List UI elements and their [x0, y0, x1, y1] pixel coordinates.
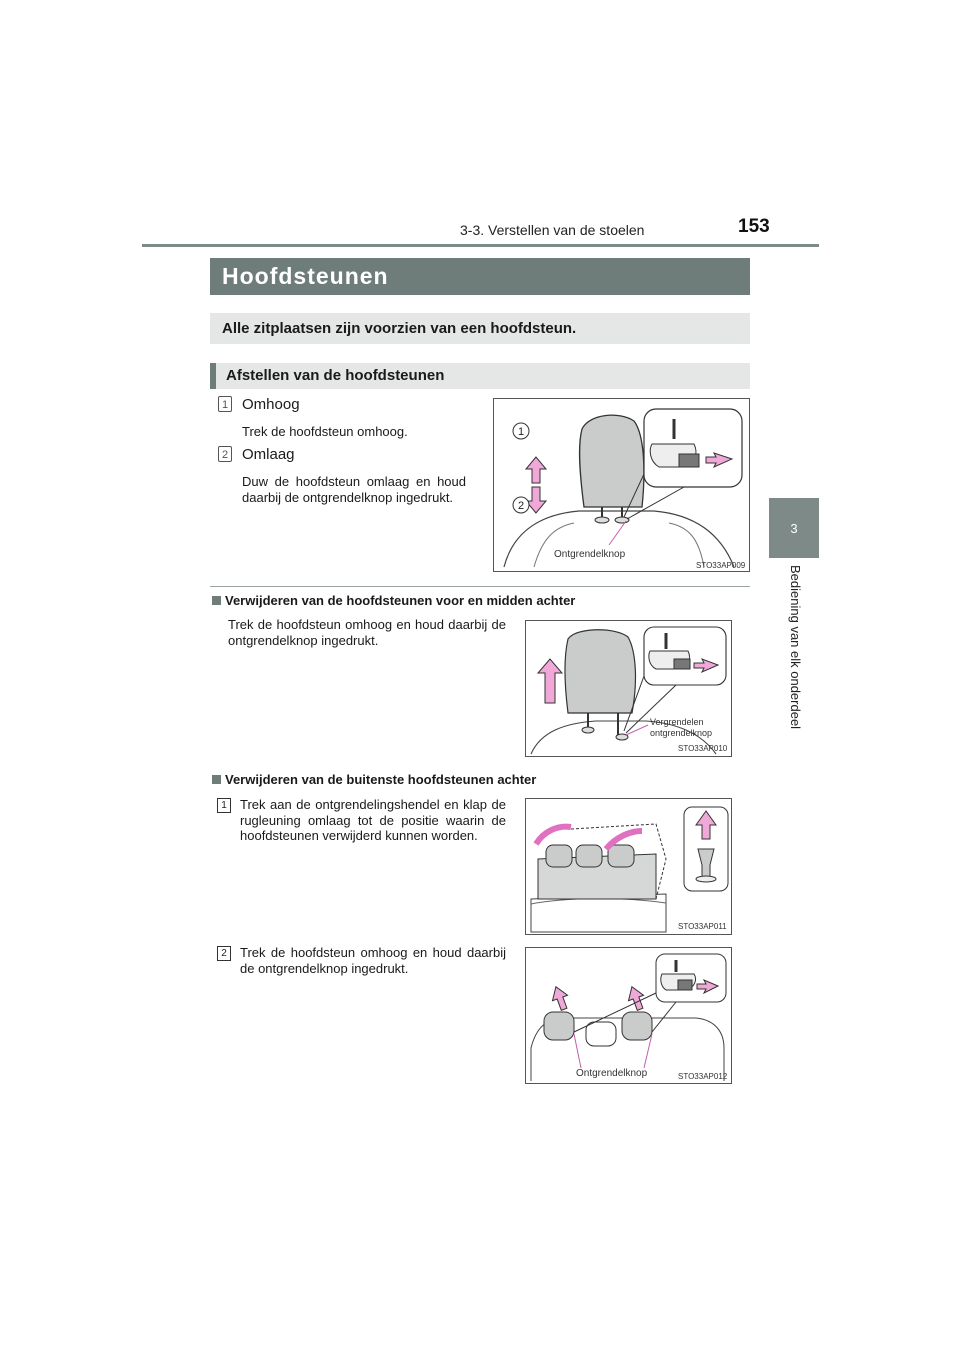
- figure-remove-front: [525, 620, 732, 757]
- figure-code: STO33AP010: [678, 744, 728, 753]
- figure-fold-seatback: [525, 798, 732, 935]
- bullet-square-icon: [212, 775, 221, 784]
- intro-banner: Alle zitplaatsen zijn voorzien van een hoofdsteun.: [210, 313, 750, 344]
- figure-marker-1: 1: [517, 426, 525, 438]
- bullet-square-icon: [212, 596, 221, 605]
- figure-label-lock-line1: Vergrendelen: [650, 717, 704, 727]
- figure-adjust-headrest: [493, 398, 750, 572]
- figure-label-release-button: Ontgrendelknop: [554, 549, 626, 560]
- step-box-2: 2: [217, 946, 231, 961]
- step-text-up: Trek de hoofdsteun omhoog.: [242, 424, 408, 439]
- text-remove-front: Trek de hoofdsteun omhoog en houd daarbij de ontgrendelknop ingedrukt.: [228, 617, 506, 648]
- step-marker-2: 2: [218, 446, 232, 462]
- text-remove-outer-step2: Trek de hoofdsteun omhoog en houd daarbij de ontgrendelknop ingedrukt.: [240, 945, 506, 976]
- page-number: 153: [738, 216, 770, 237]
- figure-label-release-button: Ontgrendelknop: [576, 1068, 648, 1079]
- figure-code: STO33AP009: [696, 561, 746, 570]
- figure-marker-2: 2: [517, 500, 525, 512]
- figure-code: STO33AP012: [678, 1072, 728, 1081]
- chapter-number: 3: [790, 520, 798, 536]
- chapter-title: Bediening van elk onderdeel: [788, 565, 803, 730]
- figure-remove-outer-headrest: [525, 947, 732, 1084]
- step-marker-1: 1: [218, 396, 232, 412]
- step-title-down: Omlaag: [242, 446, 295, 463]
- figure-label-lock-line2: ontgrendelknop: [650, 728, 713, 738]
- subheading-remove-front: [212, 593, 575, 608]
- subheading-remove-outer-text: Verwijderen van de buitenste hoofdsteunen achter: [225, 772, 537, 787]
- step-text-down: Duw de hoofdsteun omlaag en houd daarbij de ontgrendelknop ingedrukt.: [242, 474, 466, 505]
- chapter-tab: [769, 498, 819, 558]
- section-heading-adjust: Afstellen van de hoofdsteunen: [210, 363, 750, 389]
- header-rule: [142, 244, 819, 247]
- text-remove-outer-step1: Trek aan de ontgrendelingshendel en klap de rugleuning omlaag tot de positie waarin de hoofdsteunen verwijderd kunnen worden.: [240, 797, 506, 843]
- step-box-1: 1: [217, 798, 231, 813]
- figure-code: STO33AP011: [678, 922, 727, 931]
- section-divider: [210, 586, 750, 587]
- page-title: Hoofdsteunen: [210, 258, 750, 295]
- step-title-up: Omhoog: [242, 396, 300, 413]
- subheading-remove-outer: [212, 772, 536, 787]
- section-label: 3-3. Verstellen van de stoelen: [460, 222, 645, 238]
- subheading-remove-front-text: Verwijderen van de hoofdsteunen voor en midden achter: [225, 593, 576, 608]
